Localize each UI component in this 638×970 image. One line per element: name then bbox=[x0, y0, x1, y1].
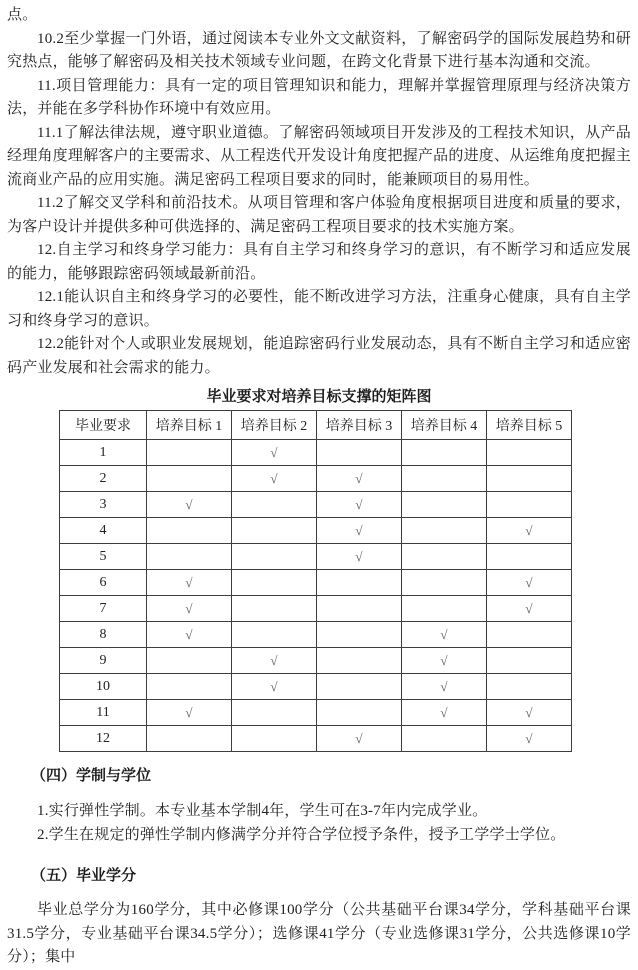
matrix-row bbox=[60, 596, 572, 622]
support-cell-empty bbox=[147, 518, 232, 544]
matrix-header-cell: 毕业要求 bbox=[60, 411, 147, 440]
matrix-header-cell: 培养目标 3 bbox=[317, 411, 402, 440]
support-cell-empty bbox=[487, 466, 572, 492]
support-cell-checked: √ bbox=[147, 700, 232, 726]
support-cell-empty bbox=[147, 544, 232, 570]
support-cell-empty bbox=[147, 726, 232, 752]
section-credits bbox=[7, 864, 631, 970]
support-cell-checked: √ bbox=[317, 726, 402, 752]
matrix-row bbox=[60, 648, 572, 674]
support-cell-checked: √ bbox=[232, 440, 317, 466]
support-cell-checked: √ bbox=[317, 544, 402, 570]
support-cell-empty bbox=[317, 440, 402, 466]
matrix-row bbox=[60, 544, 572, 570]
support-cell-empty bbox=[317, 622, 402, 648]
support-cell-checked: √ bbox=[232, 674, 317, 700]
matrix-row bbox=[60, 674, 572, 700]
support-cell-checked: √ bbox=[232, 466, 317, 492]
matrix-row bbox=[60, 440, 572, 466]
requirement-cell: 1 bbox=[60, 440, 147, 466]
requirement-cell: 3 bbox=[60, 492, 147, 518]
requirement-cell: 8 bbox=[60, 622, 147, 648]
requirement-cell: 7 bbox=[60, 596, 147, 622]
support-cell-empty bbox=[232, 492, 317, 518]
support-cell-checked: √ bbox=[147, 570, 232, 596]
support-cell-empty bbox=[487, 492, 572, 518]
matrix-table-title: 毕业要求对培养目标支撑的矩阵图 bbox=[206, 388, 432, 405]
support-cell-empty bbox=[402, 544, 487, 570]
requirement-cell: 4 bbox=[60, 518, 147, 544]
support-cell-empty bbox=[232, 570, 317, 596]
support-cell-checked: √ bbox=[317, 518, 402, 544]
matrix-row bbox=[60, 492, 572, 518]
matrix-header-cell: 培养目标 2 bbox=[232, 411, 317, 440]
paragraph: 2.学生在规定的弹性学制内修满学分并符合学位授予条件，授予工学学士学位。 bbox=[37, 827, 566, 843]
matrix-row bbox=[60, 726, 572, 752]
body-text bbox=[7, 4, 631, 380]
support-cell-empty bbox=[402, 518, 487, 544]
support-cell-checked: √ bbox=[487, 596, 572, 622]
support-cell-empty bbox=[147, 466, 232, 492]
paragraph: 1.实行弹性学制。本专业基本学制4年，学生可在3-7年内完成学业。 bbox=[37, 803, 488, 819]
support-cell-checked: √ bbox=[147, 596, 232, 622]
support-cell-empty bbox=[147, 648, 232, 674]
section-heading: （五）毕业学分 bbox=[31, 867, 137, 884]
support-cell-empty bbox=[232, 544, 317, 570]
support-cell-empty bbox=[317, 596, 402, 622]
support-cell-checked: √ bbox=[317, 492, 402, 518]
paragraph: 12.1能认识自主和终身学习的必要性，能不断改进学习方法，注重身心健康，具有自主学习和终身学习的意识。 bbox=[7, 289, 631, 329]
section-heading: （四）学制与学位 bbox=[31, 767, 152, 784]
support-cell-checked: √ bbox=[232, 648, 317, 674]
support-cell-empty bbox=[402, 596, 487, 622]
support-cell-empty bbox=[487, 440, 572, 466]
paragraph: 毕业总学分为160学分，其中必修课100学分（公共基础平台课34学分，学科基础平台课31.5学分，专业基础平台课34.5学分）；选修课41学分（专业选修课31学分，公共选修课10学分）；集中 bbox=[7, 902, 631, 965]
section-body bbox=[7, 899, 631, 970]
support-cell-empty bbox=[317, 570, 402, 596]
support-cell-checked: √ bbox=[317, 466, 402, 492]
support-cell-empty bbox=[317, 648, 402, 674]
support-cell-empty bbox=[317, 674, 402, 700]
support-cell-checked: √ bbox=[147, 622, 232, 648]
section-body bbox=[7, 799, 631, 847]
requirement-cell: 12 bbox=[60, 726, 147, 752]
support-cell-empty bbox=[487, 544, 572, 570]
paragraph: 12.2能针对个人或职业发展规划，能追踪密码行业发展动态，具有不断自主学习和适应密码产业发展和社会需求的能力。 bbox=[7, 336, 631, 376]
support-cell-checked: √ bbox=[147, 492, 232, 518]
support-cell-empty bbox=[232, 726, 317, 752]
support-cell-empty bbox=[232, 622, 317, 648]
paragraph: 12.自主学习和终身学习能力：具有自主学习和终身学习的意识，有不断学习和适应发展的能力，能够跟踪密码领域最新前沿。 bbox=[7, 242, 631, 282]
requirement-cell: 10 bbox=[60, 674, 147, 700]
section-degree bbox=[7, 764, 631, 847]
support-cell-checked: √ bbox=[402, 648, 487, 674]
support-cell-empty bbox=[147, 674, 232, 700]
support-cell-checked: √ bbox=[487, 726, 572, 752]
support-cell-empty bbox=[232, 596, 317, 622]
matrix-header-row bbox=[60, 411, 572, 440]
support-cell-empty bbox=[487, 622, 572, 648]
support-cell-empty bbox=[147, 440, 232, 466]
matrix-header-cell: 培养目标 4 bbox=[402, 411, 487, 440]
requirement-cell: 6 bbox=[60, 570, 147, 596]
matrix-row bbox=[60, 570, 572, 596]
support-cell-empty bbox=[402, 440, 487, 466]
matrix-row bbox=[60, 622, 572, 648]
support-cell-empty bbox=[402, 726, 487, 752]
support-cell-empty bbox=[402, 492, 487, 518]
paragraph: 11.2了解交叉学科和前沿技术。从项目管理和客户体验角度根据项目进度和质量的要求，为客户设计并提供多种可供选择的、满足密码工程项目要求的技术实施方案。 bbox=[7, 195, 631, 235]
support-cell-empty bbox=[232, 518, 317, 544]
matrix-row bbox=[60, 518, 572, 544]
paragraph: 11.项目管理能力：具有一定的项目管理知识和能力，理解并掌握管理原理与经济决策方法，并能在多学科协作环境中有效应用。 bbox=[7, 77, 631, 117]
requirement-cell: 2 bbox=[60, 466, 147, 492]
matrix-header-cell: 培养目标 1 bbox=[147, 411, 232, 440]
paragraph: 11.1了解法律法规，遵守职业道德。了解密码领域项目开发涉及的工程技术知识，从产品经理角度理解客户的主要需求、从工程迭代开发设计角度把握产品的进度、从运维角度把握主流商业产品的应用实施。满足密码工程项目要求的同时，能兼顾项目的易用性。 bbox=[7, 124, 631, 188]
matrix-table bbox=[59, 410, 572, 752]
support-cell-empty bbox=[487, 674, 572, 700]
requirement-cell: 11 bbox=[60, 700, 147, 726]
support-cell-empty bbox=[402, 466, 487, 492]
support-cell-checked: √ bbox=[487, 518, 572, 544]
support-cell-checked: √ bbox=[402, 700, 487, 726]
matrix-row bbox=[60, 466, 572, 492]
support-cell-empty bbox=[317, 700, 402, 726]
paragraph: 10.2至少掌握一门外语，通过阅读本专业外文文献资料，了解密码学的国际发展趋势和研究热点，能够了解密码及相关技术领域专业问题，在跨文化背景下进行基本沟通和交流。 bbox=[7, 30, 631, 70]
support-cell-empty bbox=[487, 648, 572, 674]
support-cell-checked: √ bbox=[402, 622, 487, 648]
requirement-cell: 9 bbox=[60, 648, 147, 674]
support-cell-checked: √ bbox=[402, 674, 487, 700]
support-cell-checked: √ bbox=[487, 700, 572, 726]
support-cell-empty bbox=[232, 700, 317, 726]
paragraph: 点。 bbox=[7, 7, 38, 23]
requirement-cell: 5 bbox=[60, 544, 147, 570]
support-cell-checked: √ bbox=[487, 570, 572, 596]
support-cell-empty bbox=[402, 570, 487, 596]
matrix-header-cell: 培养目标 5 bbox=[487, 411, 572, 440]
matrix-row bbox=[60, 700, 572, 726]
